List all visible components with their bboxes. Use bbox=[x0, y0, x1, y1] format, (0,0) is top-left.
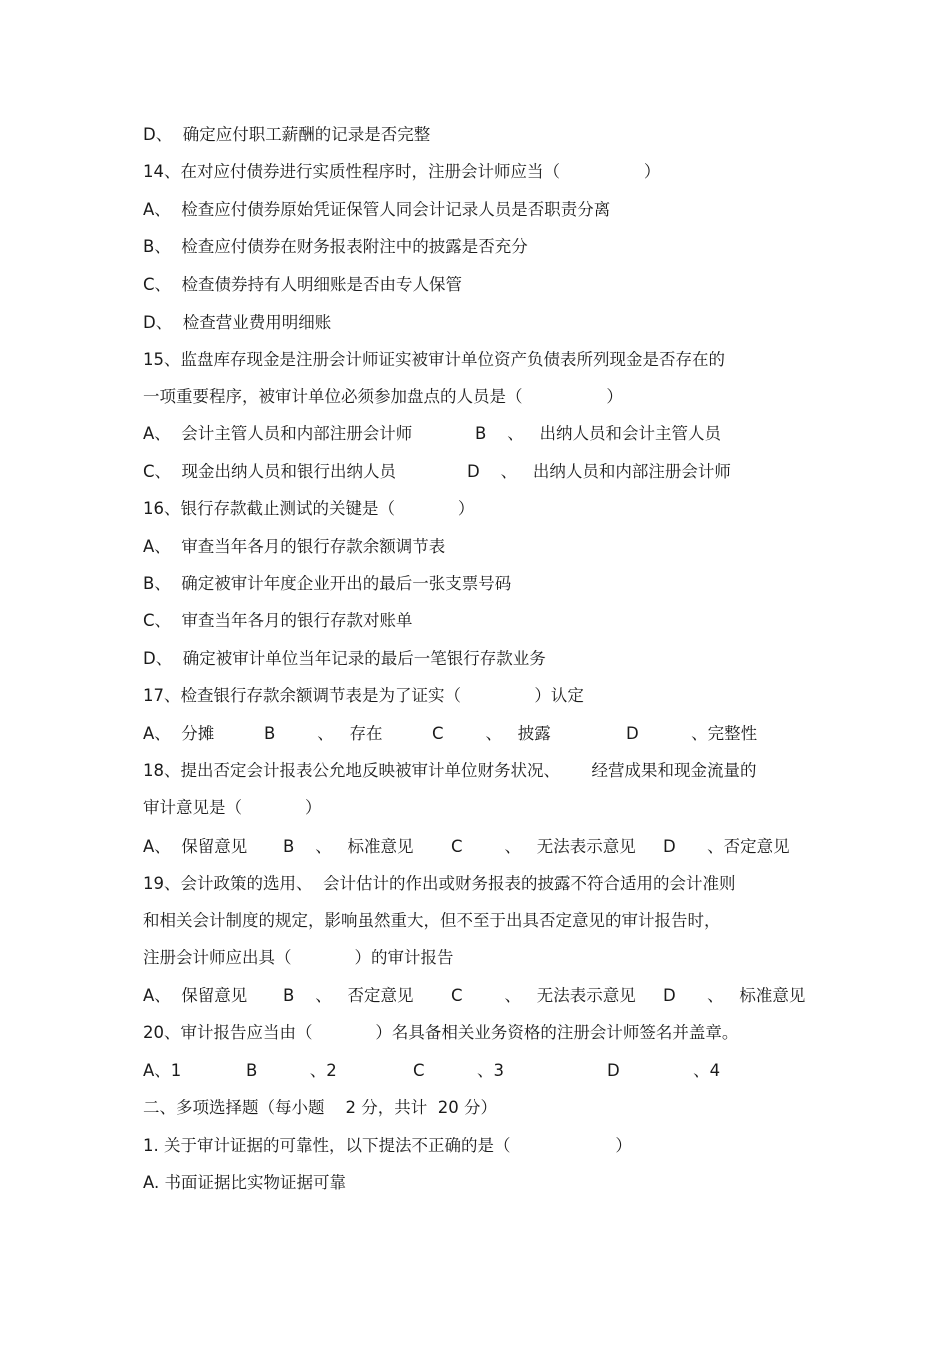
section-heading-multiple-choice: 二、多项选择题（每小题 2 分，共计 20 分） bbox=[143, 1098, 497, 1117]
q16-option-a: A、 审查当年各月的银行存款余额调节表 bbox=[143, 537, 446, 556]
q19-stem-line2: 和相关会计制度的规定，影响虽然重大，但不至于出具否定意见的审计报告时， bbox=[143, 911, 721, 930]
q20-option-a: A、1 bbox=[143, 1061, 182, 1080]
q20-option-d: D 、4 bbox=[607, 1061, 721, 1080]
q14-option-d: D、 检查营业费用明细账 bbox=[143, 313, 332, 332]
q16-option-b: B、 确定被审计年度企业开出的最后一张支票号码 bbox=[143, 574, 512, 593]
m1-stem: 1. 关于审计证据的可靠性，以下提法不正确的是（ ） bbox=[143, 1136, 632, 1155]
q20-option-b: B 、2 bbox=[246, 1061, 337, 1080]
q19-option-b: B 、 否定意见 bbox=[283, 986, 414, 1005]
q19-option-d: D 、 标准意见 bbox=[663, 986, 806, 1005]
q16-option-c: C、 审查当年各月的银行存款对账单 bbox=[143, 611, 413, 630]
q19-option-a: A、 保留意见 bbox=[143, 986, 248, 1005]
q18-stem-line1: 18、提出否定会计报表公允地反映被审计单位财务状况、 经营成果和现金流量的 bbox=[143, 761, 757, 780]
q14-option-b: B、 检查应付债券在财务报表附注中的披露是否充分 bbox=[143, 237, 528, 256]
q16-stem: 16、银行存款截止测试的关键是（ ） bbox=[143, 499, 475, 518]
q19-stem-line1: 19、会计政策的选用、 会计估计的作出或财务报表的披露不符合适用的会计准则 bbox=[143, 874, 736, 893]
q15-stem-line2: 一项重要程序，被审计单位必须参加盘点的人员是（ ） bbox=[143, 387, 623, 406]
q18-option-c: C 、 无法表示意见 bbox=[451, 837, 636, 856]
q19-option-c: C 、 无法表示意见 bbox=[451, 986, 636, 1005]
q15-option-a: A、 会计主管人员和内部注册会计师 bbox=[143, 424, 413, 443]
q15-option-d: D 、 出纳人员和内部注册会计师 bbox=[467, 462, 731, 481]
q18-option-a: A、 保留意见 bbox=[143, 837, 248, 856]
q15-option-c: C、 现金出纳人员和银行出纳人员 bbox=[143, 462, 397, 481]
q18-option-b: B 、 标准意见 bbox=[283, 837, 414, 856]
q20-stem: 20、审计报告应当由（ ）名具备相关业务资格的注册会计师签名并盖章。 bbox=[143, 1023, 739, 1042]
q15-stem-line1: 15、监盘库存现金是注册会计师证实被审计单位资产负债表所列现金是否存在的 bbox=[143, 350, 725, 369]
q17-option-c: C 、 披露 bbox=[432, 724, 551, 743]
q14-stem: 14、在对应付债券进行实质性程序时，注册会计师应当（ ） bbox=[143, 162, 661, 181]
q14-option-a: A、 检查应付债券原始凭证保管人同会计记录人员是否职责分离 bbox=[143, 200, 611, 219]
q20-option-c: C 、3 bbox=[413, 1061, 504, 1080]
m1-option-a: A. 书面证据比实物证据可靠 bbox=[143, 1173, 346, 1192]
q14-option-c: C、 检查债券持有人明细账是否由专人保管 bbox=[143, 275, 463, 294]
q18-stem-line2: 审计意见是（ ） bbox=[143, 798, 322, 817]
q13-option-d: D、 确定应付职工薪酬的记录是否完整 bbox=[143, 125, 431, 144]
q17-option-a: A、 分摊 bbox=[143, 724, 215, 743]
q17-option-b: B 、 存在 bbox=[264, 724, 383, 743]
q18-option-d: D 、否定意见 bbox=[663, 837, 790, 856]
q15-option-b: B 、 出纳人员和会计主管人员 bbox=[475, 424, 722, 443]
q19-stem-line3: 注册会计师应出具（ ）的审计报告 bbox=[143, 948, 454, 967]
q17-option-d: D 、完整性 bbox=[626, 724, 758, 743]
q17-stem: 17、检查银行存款余额调节表是为了证实（ ）认定 bbox=[143, 686, 584, 705]
q16-option-d: D、 确定被审计单位当年记录的最后一笔银行存款业务 bbox=[143, 649, 546, 668]
